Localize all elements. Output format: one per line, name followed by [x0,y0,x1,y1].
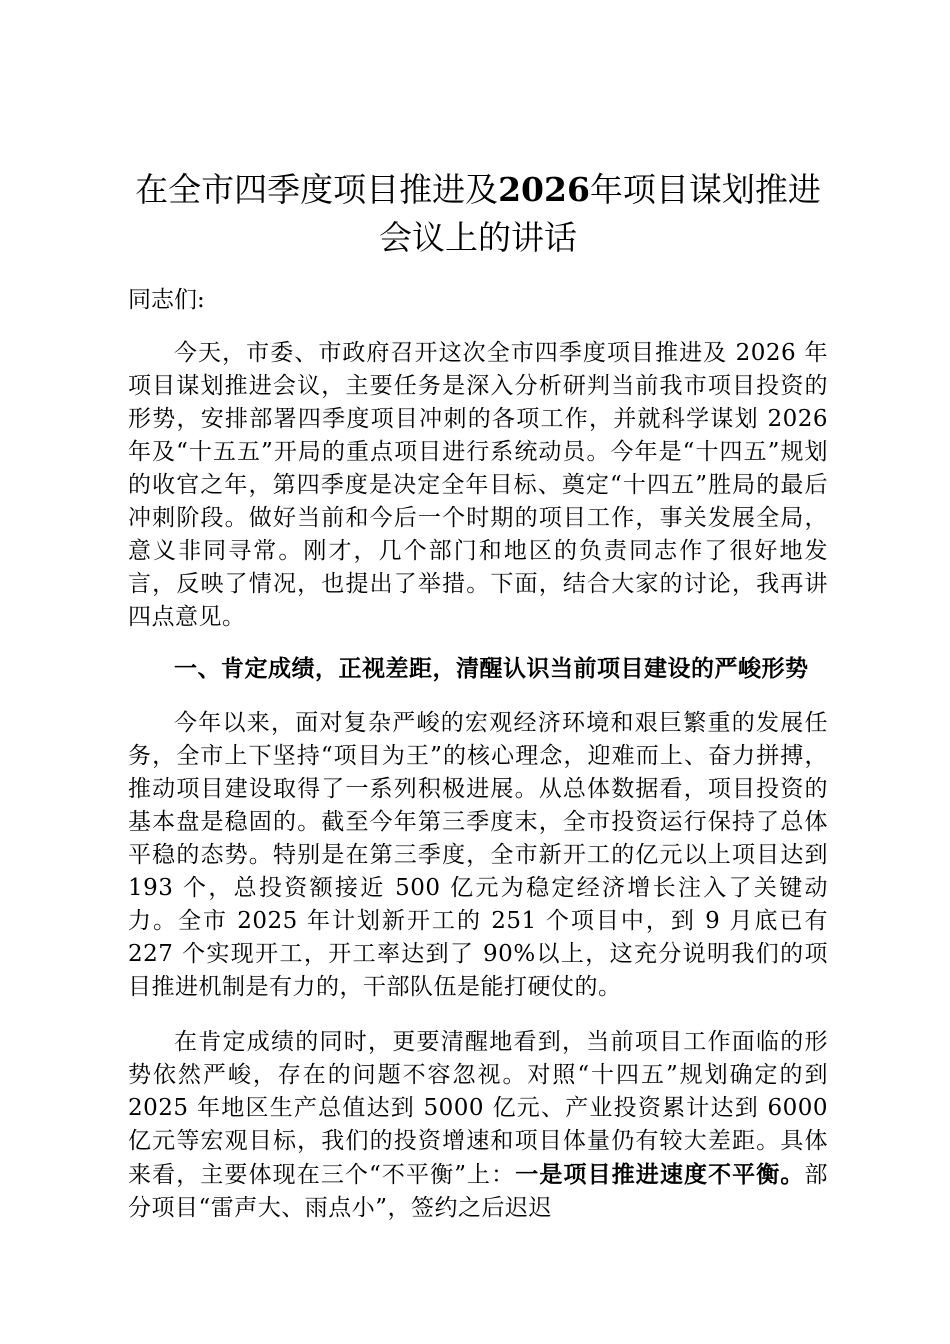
paragraph-gaps-emphasis: 一是项目推进速度不平衡。 [515,1161,805,1188]
title-year: 2026 [498,170,590,209]
paragraph-achievements: 今年以来，面对复杂严峻的宏观经济环境和艰巨繁重的发展任务，全市上下坚持“项目为王”的核心理念，迎难而上、奋力拼搏，推动项目建设取得了一系列积极进展。从总体数据看，项目投资的基本盘是稳固的。截至今年第三季度末，全市投资运行保持了总体平稳的态势。特别是在第三季度，全市新开工的亿元以上项目达到 193 个，总投资额接近 500 亿元为稳定经济增长注入了关键动力。全市 2025 年计划新开工的 251 个项目中，到 9 月底已有 227 个实现开工，开工率达到了 90%以上，这充分说明我们的项目推进机制是有力的，干部队伍是能打硬仗的。 [128,710,828,1000]
title-part1: 在全市四季度项目推进及 [135,170,499,209]
section-heading-1: 一、肯定成绩，正视差距，清醒认识当前项目建设的严峻形势 [174,655,809,682]
salutation: 同志们: [128,287,205,313]
document-page [128,0,828,1225]
paragraph-intro: 今天，市委、市政府召开这次全市四季度项目推进及 2026 年项目谋划推进会议，主要任务是深入分析研判当前我市项目投资的形势，安排部署四季度项目冲刺的各项工作，并就科学谋划 2026 年及“十五五”开局的重点项目进行系统动员。今年是“十四五”规划的收官之年，第四季度是决定全年目标、奠定“十四五”胜局的最后冲刺阶段。做好当前和今后一个时期的项目工作，事关发展全局，意义非同寻常。刚才，几个部门和地区的负责同志作了很好地发言，反映了情况，也提出了举措。下面，结合大家的讨论，我再讲四点意见。 [128,340,828,630]
paragraph-gaps-continued: 部分项目“雷声大、雨点小”，签约之后迟迟 [128,1162,828,1221]
paragraph-gaps-text: 在肯定成绩的同时，更要清醒地看到，当前项目工作面临的形势依然严峻，存在的问题不容忽视。对照“十四五”规划确定的到 2025 年地区生产总值达到 5000 亿元、产业投资累计达到 6000 亿元等宏观目标，我们的投资增速和项目体量仍有较大差距。具体来看，主要体现在三个“不平衡”上： [128,1029,828,1188]
document-title [128,166,828,262]
title-part2: 年项目谋划推进会议上的讲话 [379,170,821,257]
paragraph-gaps [128,1026,828,1225]
